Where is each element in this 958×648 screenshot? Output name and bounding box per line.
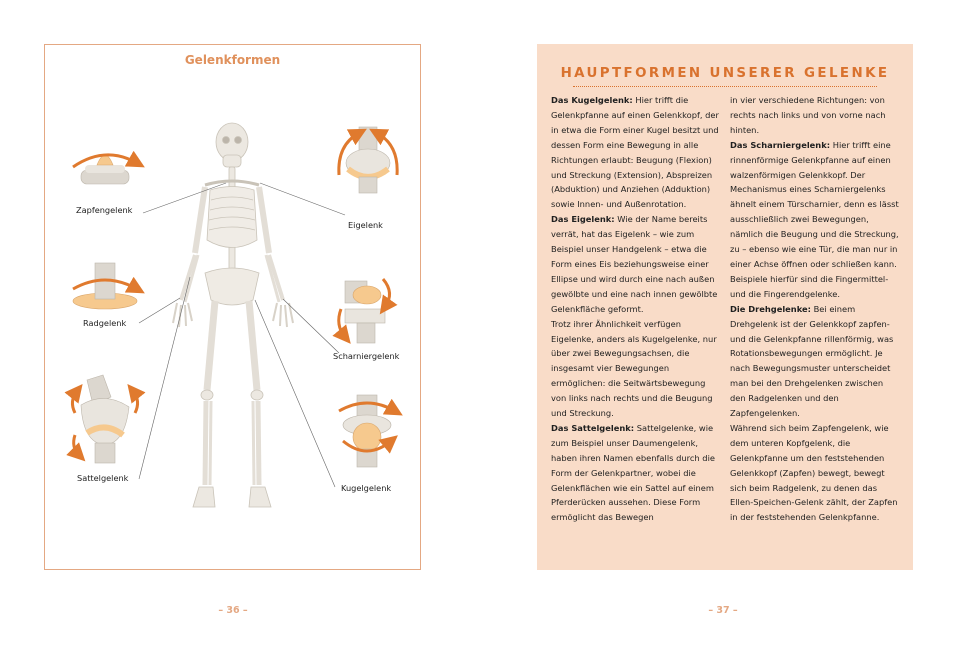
text-column-2 — [730, 93, 900, 525]
label-scharniergelenk: Scharniergelenk — [333, 351, 400, 361]
paragraph-eigelenk-2: Trotz ihrer Ähnlichkeit verfügen Eigelenke, anders als Kugelgelenke, nur über zwei Bewegungsachsen, die insgesamt vier Bewegungen ermöglichen: die Seitwärtsbewegung von links nach rechts und die Beugung und Streckung. — [551, 318, 717, 419]
page-number-left: – 36 – — [218, 605, 248, 616]
label-kugelgelenk: Kugelgelenk — [341, 483, 392, 493]
paragraph-drehgelenke: Die Drehgelenke: Bei einem Drehgelenk ist der Gelenkkopf zapfen- und die Gelenkpfanne rillenförmig, was Rotationsbewegungen ermöglicht. Je nach Bewegungsmuster unterscheidet man bei den Drehgelenken zwischen den Radgelenken und den Zapfengelenken. — [730, 303, 894, 419]
label-radgelenk: Radgelenk — [83, 318, 127, 328]
left-page-title: Gelenkformen — [184, 53, 281, 67]
paragraph-sattelgelenk-cont: in vier verschiedene Richtungen: von rechts nach links und von vorne nach hinten. — [730, 95, 886, 135]
paragraph-zapfengelenk: Während sich beim Zapfengelenk, wie dem unteren Kopfgelenk, die Gelenkpfanne um den feststehenden Gelenkkopf (Zapfen) bewegt, bewegt sich beim Radgelenk, zu denen das Ellen-Speichen-Gelenk zählt, der Zapfen in der feststehenden Gelenkpfanne. — [730, 422, 898, 523]
skeleton-figure — [173, 123, 293, 507]
text-column-1 — [551, 93, 721, 525]
zapfen-joint-icon — [73, 155, 137, 184]
sattel-joint-icon — [72, 375, 137, 463]
rad-joint-icon — [73, 263, 137, 309]
page-number-right: – 37 – — [708, 605, 738, 616]
scharnier-joint-icon — [339, 279, 390, 343]
label-sattelgelenk: Sattelgelenk — [77, 473, 129, 483]
label-zapfengelenk: Zapfengelenk — [76, 205, 133, 215]
text-box — [537, 44, 913, 570]
right-page-title: HAUPTFORMEN UNSERER GELENKE — [560, 66, 890, 81]
ei-joint-icon — [339, 127, 397, 193]
paragraph-kugelgelenk: Das Kugelgelenk: Hier trifft die Gelenkpfanne auf einen Gelenkkopf, der in etwa die Form einer Kugel besitzt und dessen Form eine Bewegung in alle Richtungen erlaubt: Beugung (Flexion) und Streckung (Extension), Abspreizen (Abduktion) und Anziehen (Adduktion) sowie Innen- und Außenrotation. — [551, 95, 719, 210]
paragraph-eigelenk: Das Eigelenk: Wie der Name bereits verrät, hat das Eigelenk – wie zum Beispiel unser Handgelenk – etwa die Form eines Eis beziehungsweise einer Ellipse und wird durch eine nach außen gewölbte und eine nach innen gewölbte Gelenkfläche geformt. — [551, 214, 718, 314]
kugel-joint-icon — [339, 395, 395, 467]
paragraph-sattelgelenk: Das Sattelgelenk: Sattelgelenke, wie zum Beispiel unser Daumengelenk, haben ihren Namen ebenfalls durch die Form der Gelenkpartner, wobei die Gelenkflächen wie ein Sattel auf einem Pferderücken aussehen. Diese Form ermöglicht das Bewegen — [551, 422, 715, 523]
title-divider — [573, 86, 877, 87]
label-eigelenk: Eigelenk — [348, 220, 383, 230]
illustration-frame — [44, 44, 421, 570]
paragraph-scharniergelenk: Das Scharniergelenk: Hier trifft eine rinnenförmige Gelenkpfanne auf einen walzenförmigen Gelenkkopf. Der Mechanismus eines Scharniergelenks ähnelt einem Türscharnier, denn es lässt ausschließlich zwei Bewegungen, nämlich die Beugung und die Streckung, zu – ebenso wie eine Tür, die man nur in einer Achse öffnen oder schließen kann. Beispiele hierfür sind die Fingermittel- und die Fingerendgelenke. — [730, 139, 899, 299]
